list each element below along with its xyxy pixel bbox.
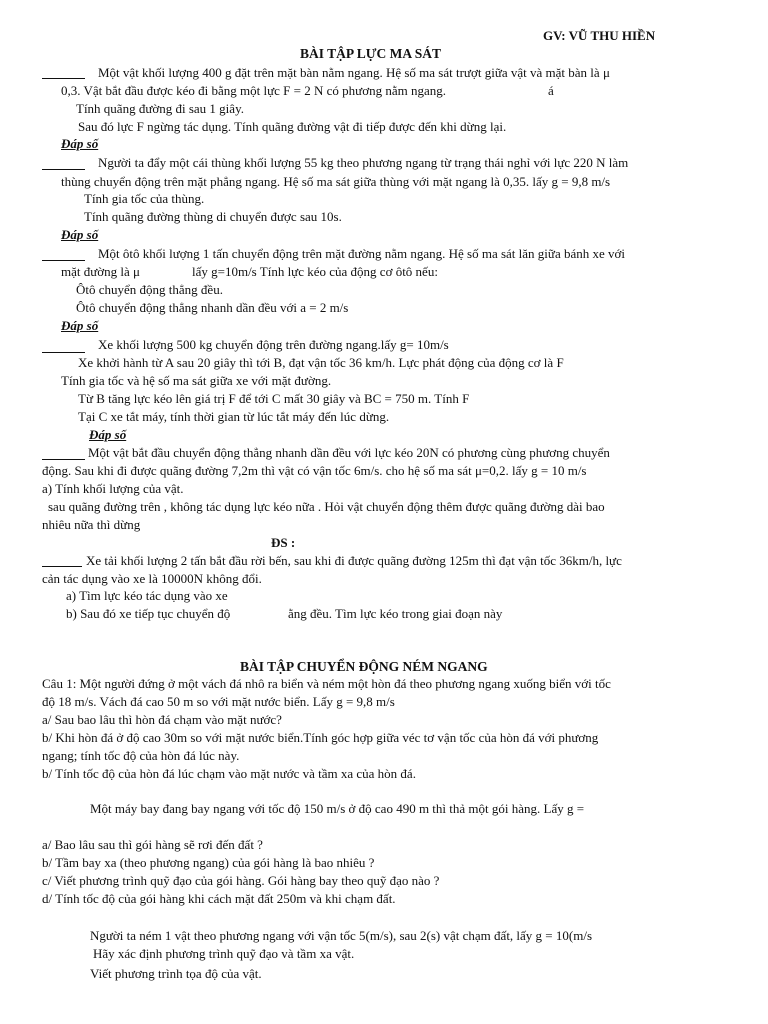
question-2-part-c: c/ Viết phương trình quỹ đạo của gói hàng. Gói hàng bay theo quỹ đạo nào ? xyxy=(42,873,440,888)
problem-2-line-4: Tính quãng đường thùng di chuyển được sau 10s. xyxy=(84,209,342,224)
problem-6-line-3: a) Tìm lực kéo tác dụng vào xe xyxy=(66,588,228,603)
problem-2-line-2: thùng chuyển động trên mặt phẳng ngang. Hệ số ma sát giữa thùng với mặt ngang là 0,35. lấy g = 9,8 m/s xyxy=(61,174,611,189)
problem-4-line-3: Tính gia tốc và hệ số ma sát giữa xe với mặt đường. xyxy=(61,373,332,388)
problem-6-line-4b: ằng đều. Tìm lực kéo trong giai đoạn này xyxy=(288,606,503,621)
problem-1-line-1: Một vật khối lượng 400 g đặt trên mặt bàn nằm ngang. Hệ số ma sát trượt giữa vật và mặt bàn là μ xyxy=(98,65,610,80)
problem-3-line-4: Ôtô chuyển động thẳng nhanh dần đều với a = 2 m/s xyxy=(76,300,349,315)
problem-5-line-5: nhiêu nữa thì dừng xyxy=(42,517,141,532)
question-3-line-2: Hãy xác định phương trình quỹ đạo và tầm xa vật. xyxy=(93,946,355,961)
problem-5-line-4: sau quãng đường trên , không tác dụng lực kéo nữa . Hỏi vật chuyển động thêm được quãng đường dài bao xyxy=(48,499,605,514)
question-2-part-a: a/ Bao lâu sau thì gói hàng sẽ rơi đến đất ? xyxy=(42,837,263,852)
question-2-line-1: Một máy bay đang bay ngang với tốc độ 150 m/s ở độ cao 490 m thì thả một gói hàng. Lấy g = xyxy=(90,801,585,816)
problem-5-line-2: động. Sau khi đi được quãng đường 7,2m thì vật có vận tốc 6m/s. cho hệ số ma sát μ=0,2. lấy g = 10 m/s xyxy=(42,463,587,478)
problem-4-line-4: Từ B tăng lực kéo lên giá trị F để tới C mất 30 giây và BC = 750 m. Tính F xyxy=(78,391,470,406)
problem-3-line-2b: lấy g=10m/s Tính lực kéo của động cơ ôtô nếu: xyxy=(192,264,438,279)
question-2-part-d: d/ Tính tốc độ của gói hàng khi cách mặt đất 250m và khi chạm đất. xyxy=(42,891,396,906)
problem-4-line-5: Tại C xe tắt máy, tính thời gian từ lúc tắt máy đến lúc dừng. xyxy=(78,409,390,424)
answer-label: Đáp số xyxy=(89,427,127,442)
question-1-line-4: b/ Khi hòn đá ở độ cao 30m so với mặt nước biển.Tính góc hợp giữa véc tơ vận tốc của hòn đá với phương xyxy=(42,730,599,745)
problem-4-line-1: Xe khối lượng 500 kg chuyển động trên đường ngang.lấy g= 10m/s xyxy=(98,337,449,352)
answer-blank xyxy=(42,459,85,460)
answer-blank xyxy=(42,78,85,79)
problem-3-line-1: Một ôtô khối lượng 1 tấn chuyển động trên mặt đường nằm ngang. Hệ số ma sát lăn giữa bánh xe với xyxy=(98,246,626,261)
problem-4-line-2: Xe khởi hành từ A sau 20 giây thì tới B, đạt vận tốc 36 km/h. Lực phát động của động cơ là F xyxy=(78,355,564,370)
answer-label: Đáp số xyxy=(61,136,99,151)
problem-6-line-1: Xe tải khối lượng 2 tấn bắt đầu rời bến, sau khi đi được quãng đường 125m thì đạt vận tốc 36km/h, lực xyxy=(86,553,622,568)
question-1-line-6: b/ Tính tốc độ của hòn đá lúc chạm vào mặt nước và tầm xa của hòn đá. xyxy=(42,766,416,781)
problem-6-line-4a: b) Sau đó xe tiếp tục chuyển độ xyxy=(66,606,231,621)
question-1-line-2: độ 18 m/s. Vách đá cao 50 m so với mặt nước biển. Lấy g = 9,8 m/s xyxy=(42,694,395,709)
question-2-part-b: b/ Tầm bay xa (theo phương ngang) của gói hàng là bao nhiêu ? xyxy=(42,855,375,870)
friction-section-title: BÀI TẬP LỰC MA SÁT xyxy=(300,46,442,61)
problem-2-line-3: Tính gia tốc của thùng. xyxy=(84,191,205,206)
teacher-name: GV: VŨ THU HIỀN xyxy=(543,28,656,43)
problem-1-line-2: 0,3. Vật bắt đầu được kéo đi bằng một lực F = 2 N có phương nằm ngang. xyxy=(61,83,446,98)
question-1-line-3: a/ Sau bao lâu thì hòn đá chạm vào mặt nước? xyxy=(42,712,282,727)
question-3-line-3: Viết phương trình tọa độ của vật. xyxy=(90,966,262,981)
answer-blank xyxy=(42,566,82,567)
problem-1-line-3: Tính quãng đường đi sau 1 giây. xyxy=(76,101,244,116)
answer-label: Đáp số xyxy=(61,227,99,242)
problem-3-line-2a: mặt đường là μ xyxy=(61,264,141,279)
problem-1-line-4: Sau đó lực F ngừng tác dụng. Tính quãng đường vật đi tiếp được đến khi dừng lại. xyxy=(78,119,507,134)
projectile-section-title: BÀI TẬP CHUYỂN ĐỘNG NÉM NGANG xyxy=(240,659,488,674)
problem-2-line-1: Người ta đẩy một cái thùng khối lượng 55 kg theo phương ngang từ trạng thái nghỉ với lực 220 N làm xyxy=(98,155,629,170)
problem-6-line-2: cản tác dụng vào xe là 10000N không đổi. xyxy=(42,571,262,586)
stray-mark: á xyxy=(548,83,554,98)
answer-label: Đáp số xyxy=(61,318,99,333)
answer-label: ĐS : xyxy=(271,535,296,550)
answer-blank xyxy=(42,260,85,261)
question-3-line-1: Người ta ném 1 vật theo phương ngang với vận tốc 5(m/s), sau 2(s) vật chạm đất, lấy g = 10(m/s xyxy=(90,928,593,943)
problem-3-line-3: Ôtô chuyển động thẳng đều. xyxy=(76,282,223,297)
answer-blank xyxy=(42,169,85,170)
question-1-line-5: ngang; tính tốc độ của hòn đá lúc này. xyxy=(42,748,240,763)
problem-5-line-3: a) Tính khối lượng của vật. xyxy=(42,481,184,496)
problem-5-line-1: Một vật bắt đầu chuyển động thẳng nhanh dần đều với lực kéo 20N có phương cùng phương chuyển xyxy=(88,445,610,460)
answer-blank xyxy=(42,352,85,353)
question-1-line-1: Câu 1: Một người đứng ở một vách đá nhô ra biển và ném một hòn đá theo phương ngang xuống biển với tốc xyxy=(42,676,611,691)
